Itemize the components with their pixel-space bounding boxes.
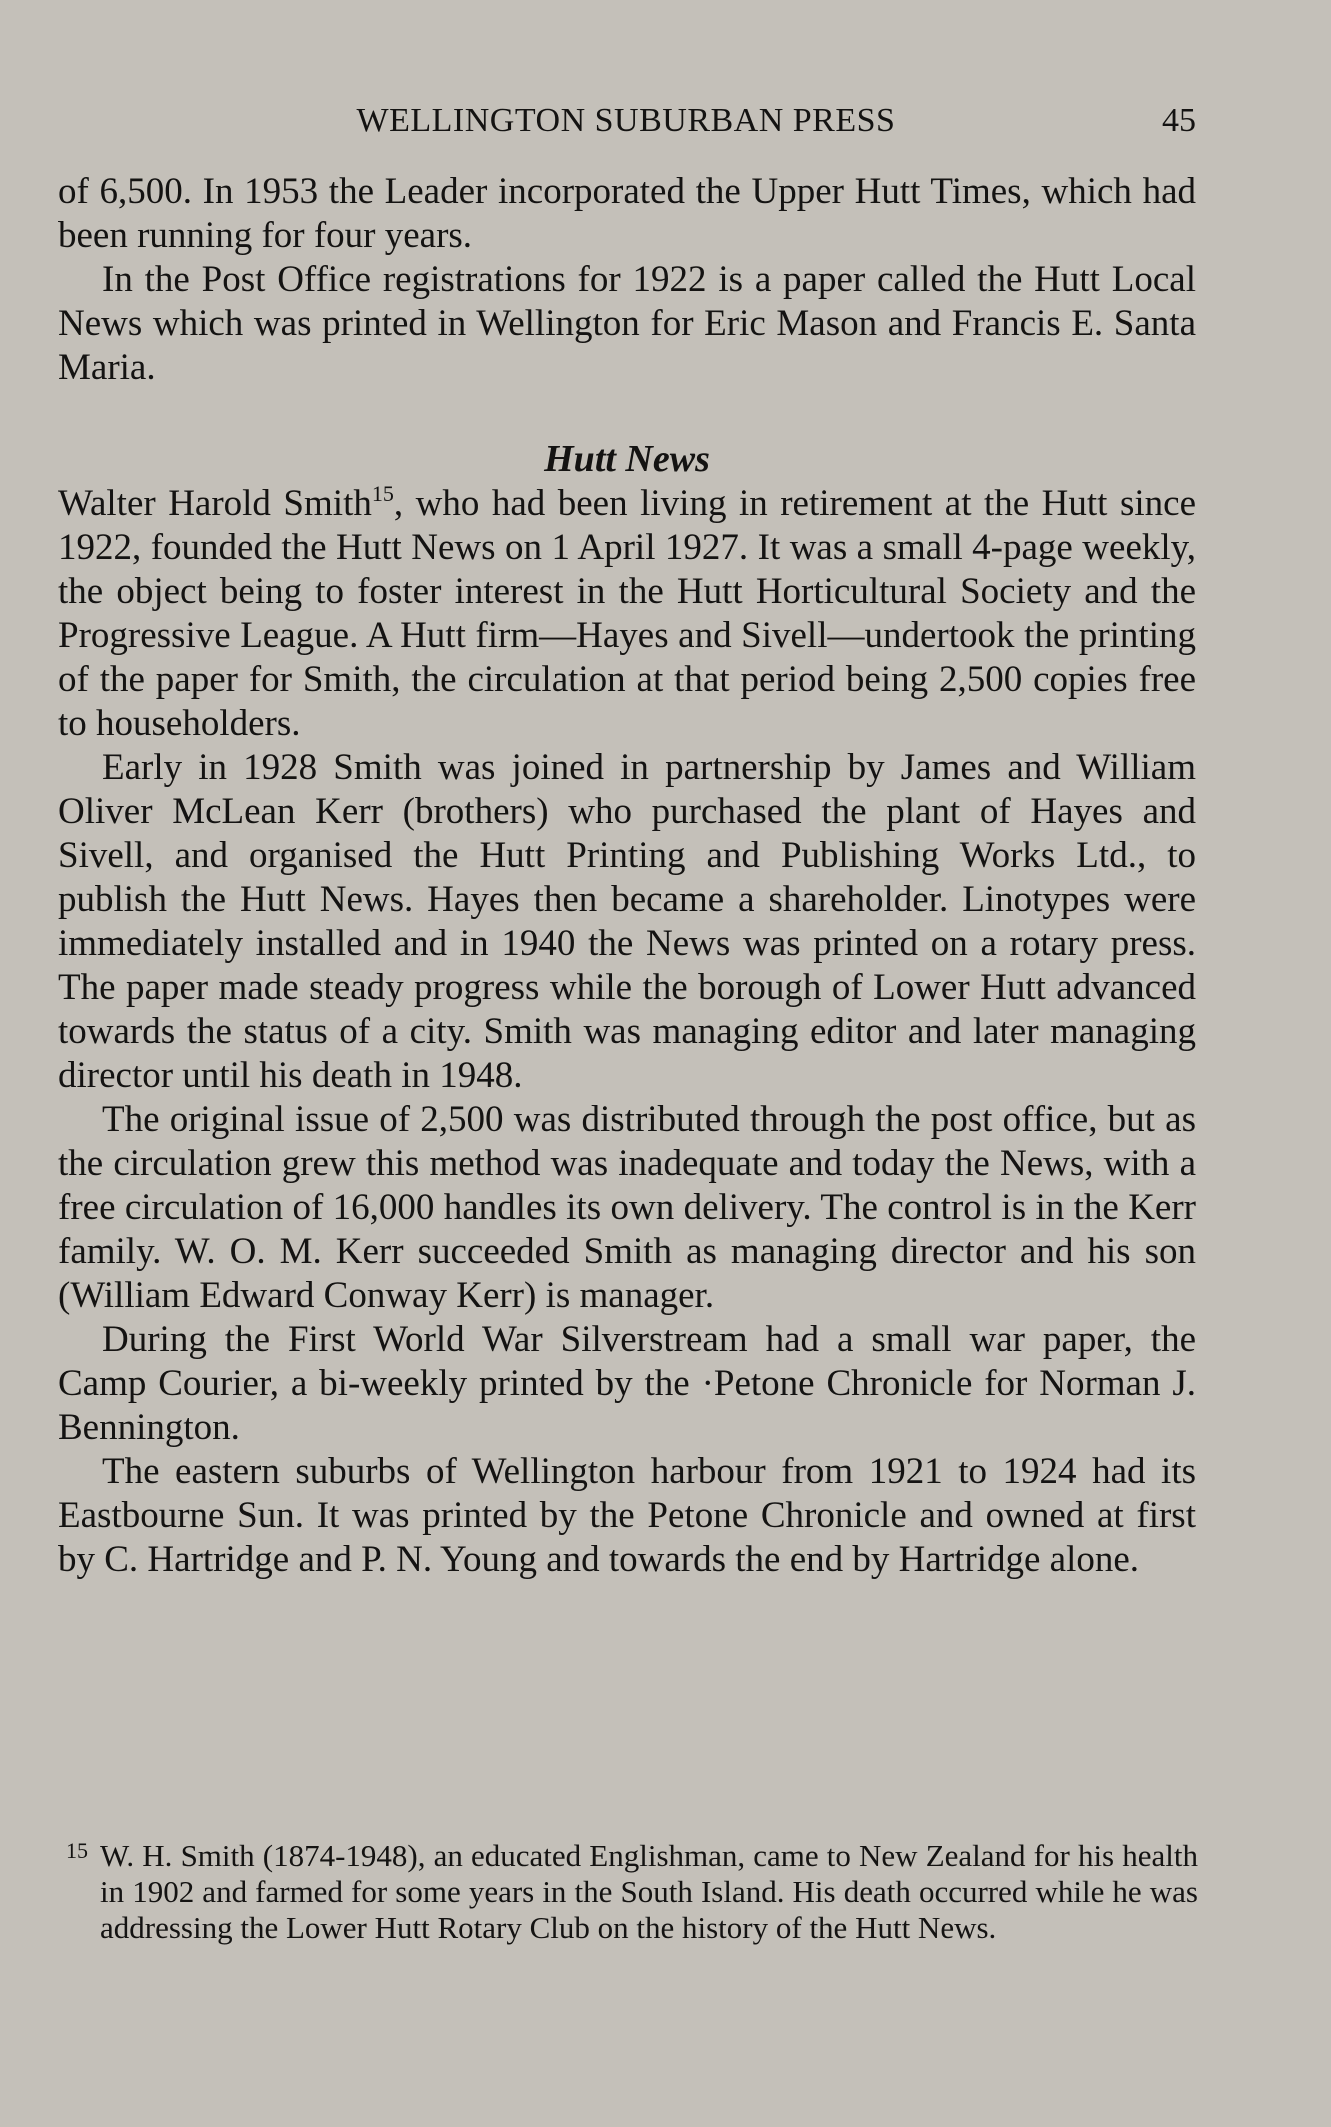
paragraph: During the First World War Silverstream had a small war paper, the Camp Courier, a bi-weekly printed by the ·Petone Chronicle for Norman J. Bennington. xyxy=(58,1319,1196,1448)
paragraph: of 6,500. In 1953 the Leader incorporated the Upper Hutt Times, which had been running for four years. xyxy=(58,171,1196,256)
body-text xyxy=(58,170,1196,1582)
footnote-text: W. H. Smith (1874-1948), an educated Englishman, came to New Zealand for his health in 1902 and farmed for some years in the South Island. His death occurred while he was addressing the Lower Hutt Rotary Club on the history of the Hutt News. xyxy=(100,1838,1198,1945)
section-heading: Hutt News xyxy=(544,438,710,480)
paragraph-text: Walter Harold Smith xyxy=(58,483,372,524)
paragraph: In the Post Office registrations for 1922 is a paper called the Hutt Local News which was printed in Wellington for Eric Mason and Francis E. Santa Maria. xyxy=(58,259,1196,388)
paragraph: Early in 1928 Smith was joined in partnership by James and William Oliver McLean Kerr (brothers) who purchased the plant of Hayes and Sivell, and organised the Hutt Printing and Publishing Works Ltd., to publish the Hutt News. Hayes then became a shareholder. Linotypes were immediately installed and in 1940 the News was printed on a rotary press. The paper made steady progress while the borough of Lower Hutt advanced towards the status of a city. Smith was managing editor and later managing director until his death in 1948. xyxy=(58,747,1196,1096)
footnotes xyxy=(66,1838,1198,1946)
footnote-reference: 15 xyxy=(371,481,394,506)
paragraph: The original issue of 2,500 was distributed through the post office, but as the circulation grew this method was inadequate and today the News, with a free circulation of 16,000 handles its own delivery. The control is in the Kerr family. W. O. M. Kerr succeeded Smith as managing director and his son (William Edward Conway Kerr) is manager. xyxy=(58,1099,1196,1316)
footnote: 15 W. H. Smith (1874-1948), an educated Englishman, came to New Zealand for his health in 1902 and farmed for some years in the South Island. His death occurred while he was addressing the Lower Hutt Rotary Club on the history of the Hutt News. xyxy=(66,1838,1198,1945)
running-title: WELLINGTON SUBURBAN PRESS xyxy=(356,102,896,139)
page-number: 45 xyxy=(1162,102,1196,139)
paragraph-text: , who had been living in retirement at the Hutt since 1922, founded the Hutt News on 1 April 1927. It was a small 4-page weekly, the object being to foster interest in the Hutt Horticultural Society and the Progressive League. A Hutt firm—Hayes and Sivell—undertook the printing of the paper for Smith, the circulation at that period being 2,500 copies free to householders. xyxy=(58,483,1196,744)
running-header xyxy=(56,96,1196,146)
paragraph xyxy=(58,482,1196,746)
paragraph: The eastern suburbs of Wellington harbour from 1921 to 1924 had its Eastbourne Sun. It was printed by the Petone Chronicle and owned at first by C. Hartridge and P. N. Young and towards the end by Hartridge alone. xyxy=(58,1451,1196,1580)
